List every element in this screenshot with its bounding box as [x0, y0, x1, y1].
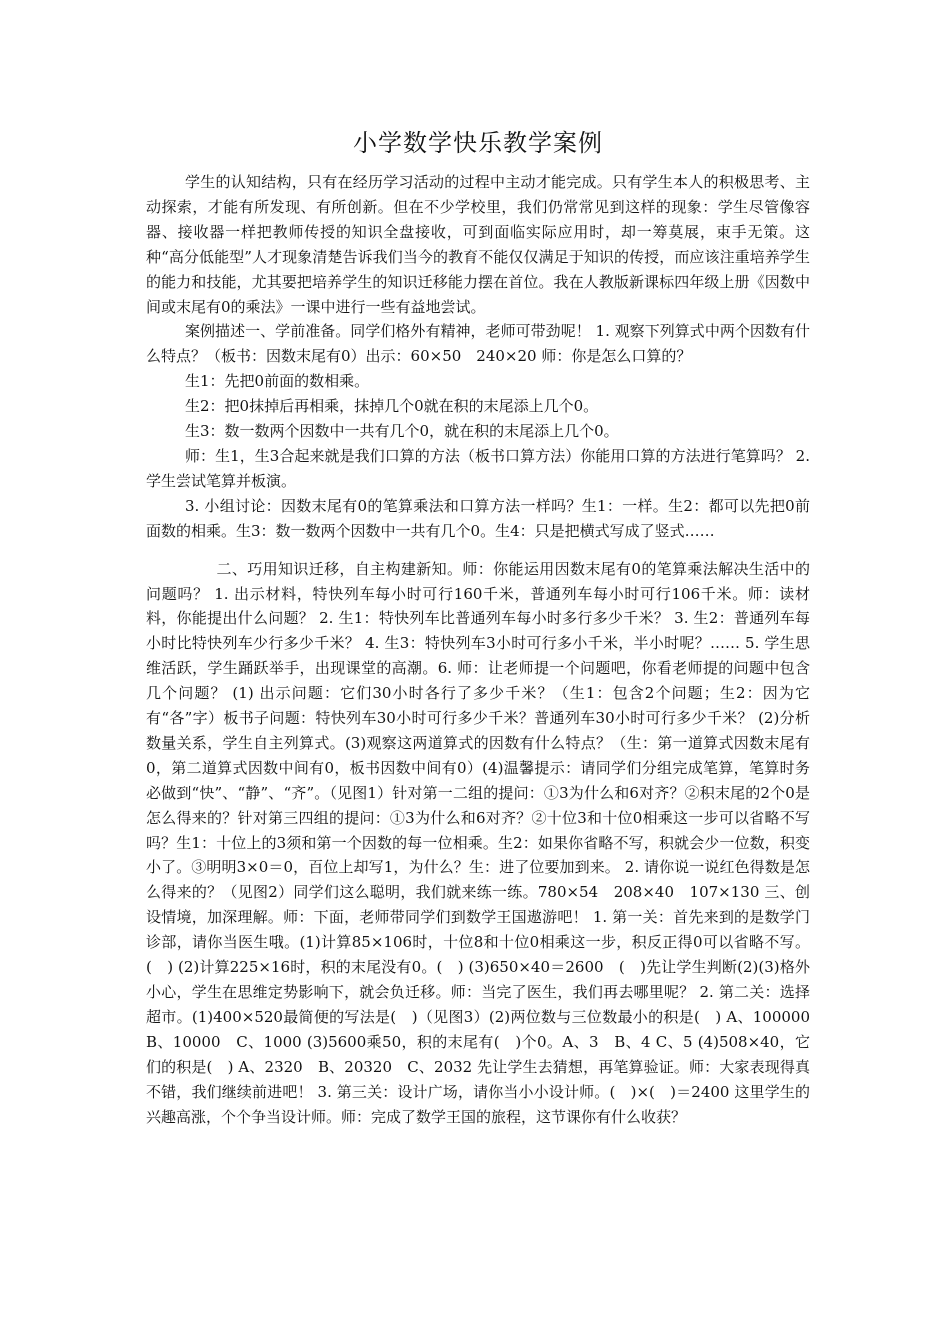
- paragraph-student-1: 生1：先把0前面的数相乘。: [185, 372, 370, 391]
- document-title: 小学数学快乐教学案例: [353, 129, 603, 157]
- paragraph-case-description: 案例描述一、学前准备。同学们格外有精神，老师可带劲呢！ 1. 观察下列算式中两个因数有什么特点？（板书：因数末尾有0）出示：60×50 240×20 师：你是怎么口算的？: [146, 322, 810, 366]
- paragraph-intro: 学生的认知结构，只有在经历学习活动的过程中主动才能完成。只有学生本人的积极思考、主动探索，才能有所发现、有所创新。但在不少学校里，我们仍常常见到这样的现象：学生尽管像容器、接收器一样把教师传授的知识全盘接收，可到面临实际应用时，却一筹莫展，束手无策。这种“高分低能型”人才现象清楚告诉我们当今的教育不能仅仅满足于知识的传授，而应该注重培养学生的能力和技能，尤其要把培养学生的知识迁移能力摆在首位。我在人教版新课标四年级上册《因数中间或末尾有0的乘法》一课中进行一些有益地尝试。: [146, 173, 810, 316]
- paragraph-teacher-summary: 师：生1，生3合起来就是我们口算的方法（板书口算方法）你能用口算的方法进行笔算吗？ 2. 学生尝试笔算并板演。: [146, 446, 810, 490]
- paragraph-student-3: 生3：数一数两个因数中一共有几个0，就在积的末尾添上几个0。: [185, 422, 619, 441]
- document-page: [146, 126, 826, 1129]
- paragraph-student-2: 生2：把0抹掉后再相乘，抹掉几个0就在积的末尾添上几个0。: [185, 397, 599, 416]
- paragraph-knowledge-transfer: 二、巧用知识迁移，自主构建新知。师：你能运用因数末尾有0的笔算乘法解决生活中的问题吗？ 1. 出示材料，特快列车每小时可行160千米，普通列车每小时可行106千米。师：读材料，你能提出什么问题？ 2. 生1：特快列车比普通列车每小时多行多少千米？ 3. 生2：普通列车每小时比特快列车少行多少千米？ 4. 生3：特快列车3小时可行多小千米，半小时呢？…… 5. 学生思维活跃，学生踊跃举手，出现课堂的高潮。6. 师：让老师提一个问题吧，你看老师提的问题中包含几个问题？ (1) 出示问题：它们30小时各行了多少千米？（生1：包含2个问题；生2：因为它有“各”字）板书子问题：特快列车30小时可行多少千米？普通列车30小时可行多少千米？ (2)分析数量关系，学生自主列算式。(3)观察这两道算式的因数有什么特点？（生：第一道算式因数末尾有0，第二道算式因数中间有0，板书因数中间有0）(4)温馨提示：请同学们分组完成笔算，笔算时务必做到“快”、“静”、“齐”。（见图1）针对第一二组的提问：①3为什么和6对齐？②积末尾的2个0是怎么得来的？针对第三四组的提问：①3为什么和6对齐？②十位3和十位0相乘这一步可以省略不写吗？生1：十位上的3须和第一个因数的每一位相乘。生2：如果你省略不写，积就会少一位数，积变小了。③明明3×0＝0，百位上却写1，为什么？生：进了位要加到来。 2. 请你说一说红色得数是怎么得来的？（见图2）同学们这么聪明，我们就来练一练。780×54 208×40 107×130 三、创设情境，加深理解。师：下面，老师带同学们到数学王国遨游吧！ 1. 第一关：首先来到的是数学门诊部，请你当医生哦。(1)计算85×106时，十位8和十位0相乘这一步，积反正得0可以省略不写。( ) (2)计算225×16时，积的末尾没有0。( ) (3)650×40＝2600 ( )先让学生判断(2)(3)格外小心，学生在思维定势影响下，就会负迁移。师：当完了医生，我们再去哪里呢？ 2. 第二关：选择超市。(1)400×520最简便的写法是( )（见图3）(2)两位数与三位数最小的积是( ) A、100000 B、10000 C、1000 (3)5600乘50，积的末尾有( )个0。A、3 B、4 C、5 (4)508×40，它们的积是( ) A、2320 B、20320 C、2032 先让学生去猜想，再笔算验证。师：大家表现得真不错，我们继续前进吧！ 3. 第三关：设计广场，请你当小小设计师。( )×( )＝2400 这里学生的兴趣高涨，个个争当设计师。师：完成了数学王国的旅程，这节课你有什么收获？: [146, 559, 826, 1126]
- paragraph-group-discussion: 3. 小组讨论：因数末尾有0的笔算乘法和口算方法一样吗？生1：一样。生2：都可以先把0前面数的相乘。生3：数一数两个因数中一共有几个0。生4：只是把横式写成了竖式……: [146, 496, 810, 540]
